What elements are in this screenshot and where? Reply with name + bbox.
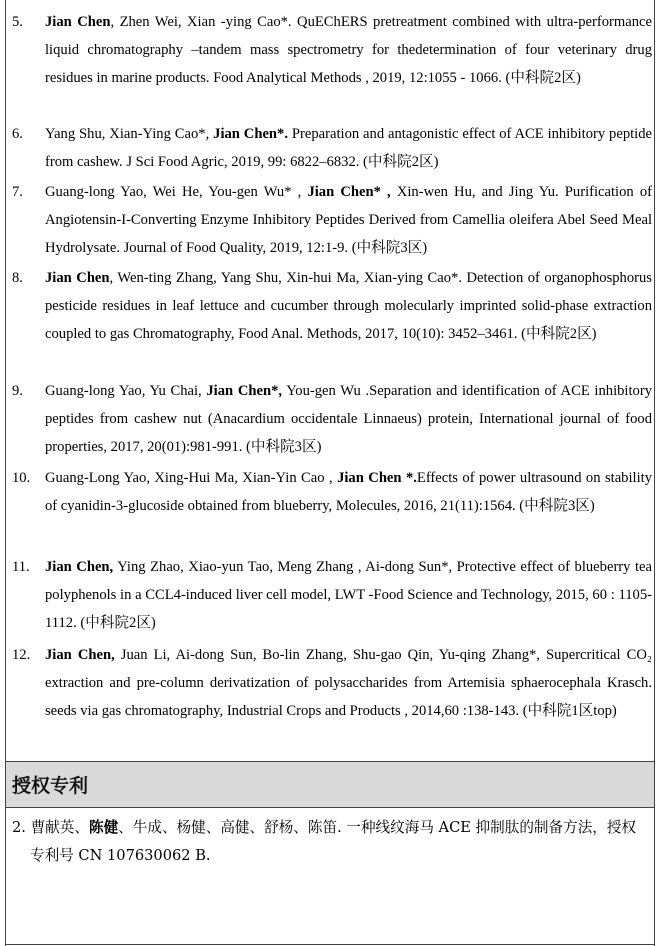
- author-bold: Jian Chen,: [45, 647, 115, 663]
- author-bold: Jian Chen: [45, 14, 111, 30]
- author-bold: Jian Chen: [45, 270, 110, 286]
- author-bold: Jian Chen*.: [213, 126, 288, 142]
- table-frame: [5, 0, 655, 946]
- section-header: [6, 762, 654, 808]
- author-bold: Jian Chen*,: [206, 383, 283, 399]
- publication-item: [12, 264, 652, 348]
- patent-text: 2. 曹献英、陈健、牛成、杨健、高健、舒杨、陈笛. 一种线纹海马 ACE 抑制肽的制备方法，授权专利号 CN 107630062 B.: [12, 819, 637, 864]
- publication-item: [12, 120, 652, 176]
- section-title: 授权专利: [12, 775, 89, 797]
- bottom-border: [6, 944, 654, 945]
- author-bold: Jian Chen* ,: [307, 184, 391, 200]
- publication-text: Jian Chen, Zhen Wei, Xian -ying Cao*. QuEChERS pretreatment combined with ultra-performance liquid chromatography –tandem mass spectrometry for thedetermination of four veterinary drug residues in marine products. Food Analytical Methods , 2019, 12:1055 - 1066. (中科院2区): [45, 14, 652, 86]
- author-bold: 陈健: [88, 819, 119, 836]
- publication-text: Jian Chen, Juan Li, Ai-dong Sun, Bo-lin Zhang, Shu-gao Qin, Yu-qing Zhang*, Supercritical CO₂ extraction and pre-column derivatization of polysaccharides from Artemisia sphaerocephala Krasch. seeds via gas chromatography, Industrial Crops and Products , 2014,60 :138-143. (中科院1区top): [45, 647, 652, 719]
- publication-number: 10.: [12, 470, 31, 486]
- publication-number: 7.: [12, 184, 23, 200]
- publication-text: Jian Chen, Wen-ting Zhang, Yang Shu, Xin-hui Ma, Xian-ying Cao*. Detection of organophosphorus pesticide residues in leaf lettuce and cucumber through molecularly imprinted solid-phase extraction coupled to gas Chromatography, Food Anal. Methods, 2017, 10(10): 3452–3461. (中科院2区): [45, 270, 652, 342]
- publications-cell: [6, 0, 654, 762]
- publication-text: Guang-Long Yao, Xing-Hui Ma, Xian-Yin Cao , Jian Chen *.Effects of power ultrasound on stability of cyanidin-3-glucoside obtained from blueberry, Molecules, 2016, 21(11):1564. (中科院3区): [45, 470, 652, 514]
- publication-number: 12.: [12, 647, 31, 663]
- publication-number: 9.: [12, 383, 23, 399]
- publication-item: [12, 464, 652, 520]
- publication-text: Jian Chen, Ying Zhao, Xiao-yun Tao, Meng Zhang , Ai-dong Sun*, Protective effect of blueberry tea polyphenols in a CCL4-induced liver cell model, LWT -Food Science and Technology, 2015, 60 : 1105-1112. (中科院2区): [45, 559, 652, 631]
- author-bold: Jian Chen,: [45, 559, 114, 575]
- publication-item: [12, 178, 652, 262]
- publication-item: [12, 553, 652, 637]
- publication-item: [12, 8, 652, 92]
- publication-number: 8.: [12, 270, 23, 286]
- author-bold: Jian Chen *.: [337, 470, 417, 486]
- publication-number: 11.: [12, 559, 30, 575]
- publication-number: 5.: [12, 14, 23, 30]
- publication-text: Guang-long Yao, Wei He, You-gen Wu* , Jian Chen* , Xin-wen Hu, and Jing Yu. Purification of Angiotensin-I-Converting Enzyme Inhibitory Peptides Derived from Camellia oleifera Abel Seed Meal Hydrolysate. Journal of Food Quality, 2019, 12:1-9. (中科院3区): [45, 184, 652, 256]
- publication-number: 6.: [12, 126, 23, 142]
- publication-item: [12, 377, 652, 461]
- publication-text: Yang Shu, Xian-Ying Cao*, Jian Chen*. Preparation and antagonistic effect of ACE inhibitory peptide from cashew. J Sci Food Agric, 2019, 99: 6822–6832. (中科院2区): [45, 126, 652, 170]
- patent-item: [12, 814, 642, 870]
- publication-item: [12, 641, 652, 725]
- publication-text: Guang-long Yao, Yu Chai, Jian Chen*, You-gen Wu .Separation and identification of ACE inhibitory peptides from cashew nut (Anacardium occidentale Linnaeus) protein, International journal of food properties, 2017, 20(01):981-991. (中科院3区): [45, 383, 652, 455]
